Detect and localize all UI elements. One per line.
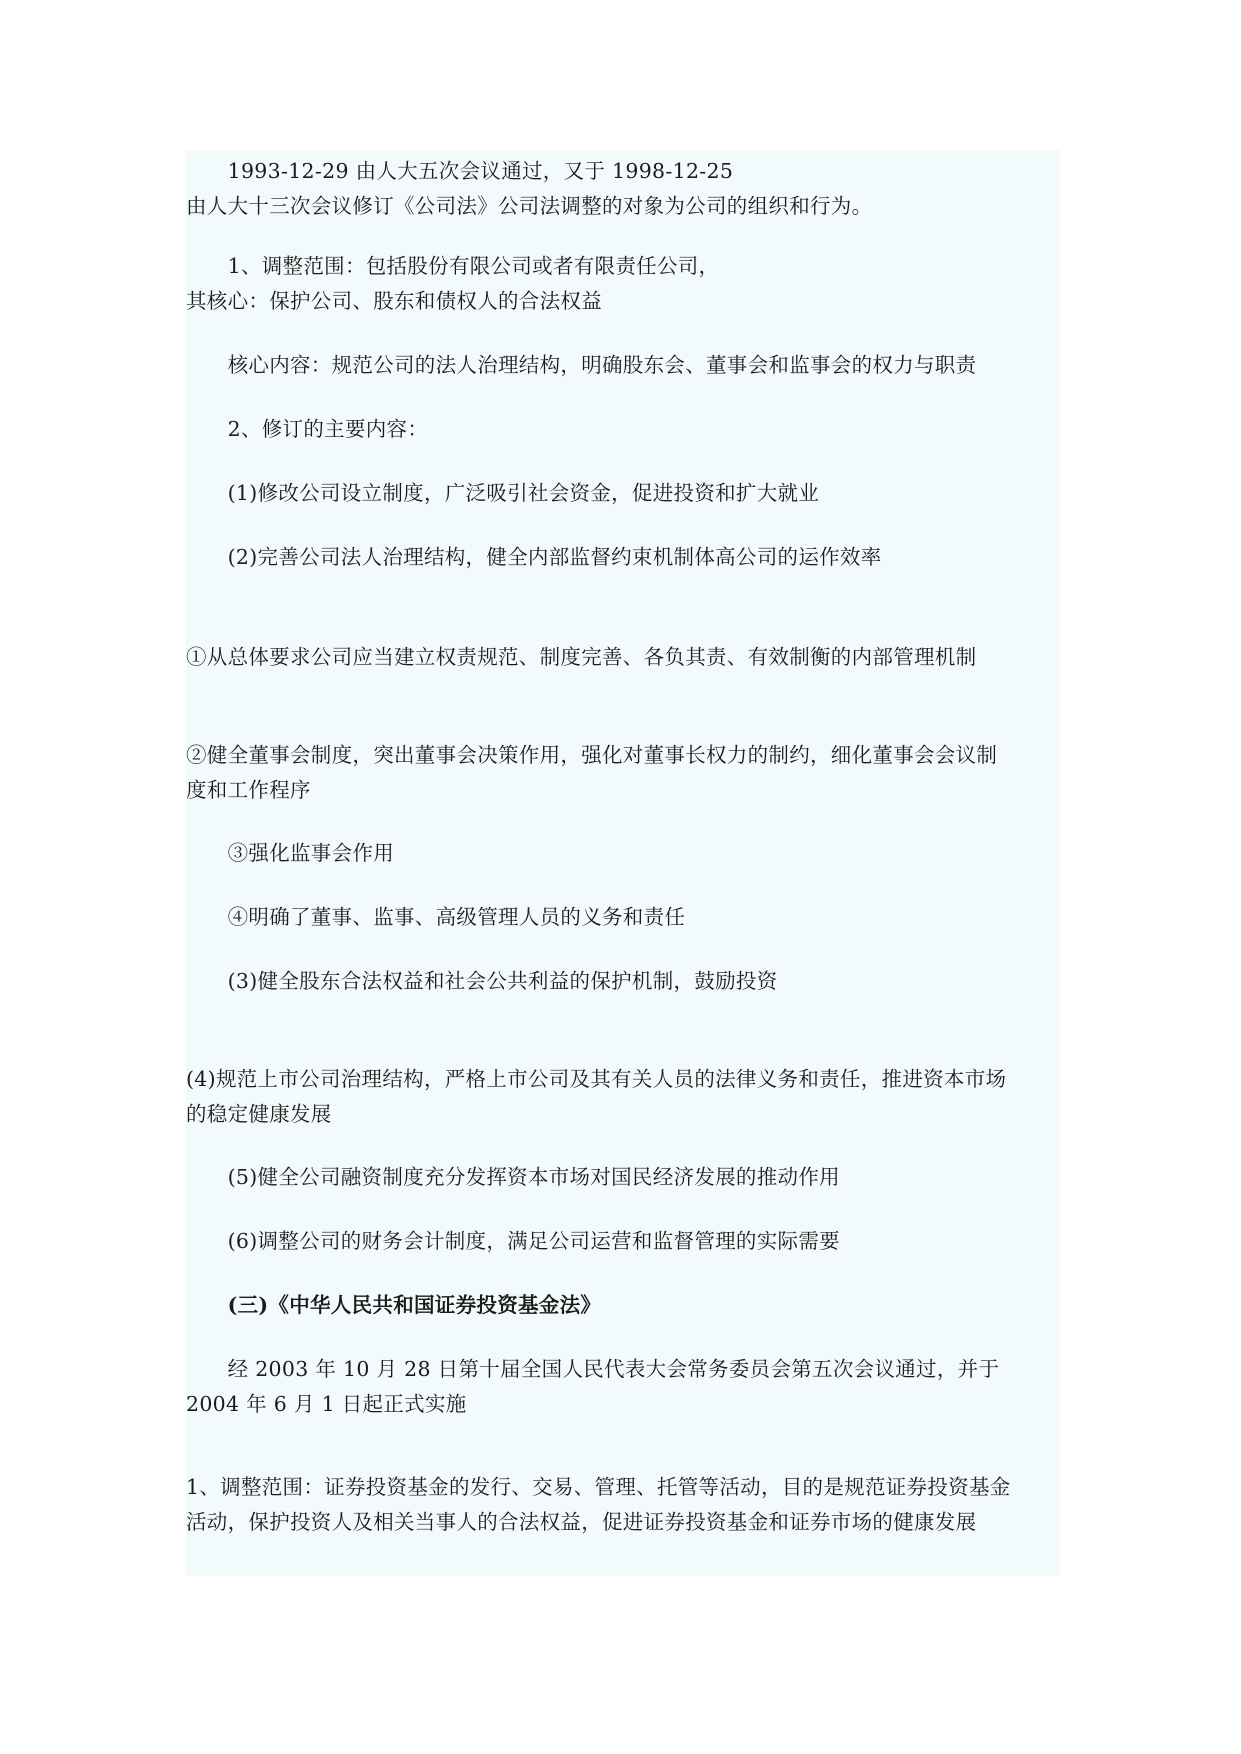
text-line: (三)《中华人民共和国证券投资基金法》 [186, 1293, 602, 1317]
paragraph-core-content [186, 348, 976, 383]
text-line: (6)调整公司的财务会计制度，满足公司运营和监督管理的实际需要 [186, 1229, 840, 1253]
text-line: (3)健全股东合法权益和社会公共利益的保护机制，鼓励投资 [186, 969, 778, 993]
paragraph-subitem-3 [186, 836, 394, 871]
text-line: (1)修改公司设立制度，广泛吸引社会资金，促进投资和扩大就业 [186, 481, 820, 505]
paragraph-item-5 [186, 1160, 840, 1195]
text-line: 经 2003 年 10 月 28 日第十届全国人民代表大会常务委员会第五次会议通过，并于 [186, 1357, 1000, 1381]
text-line: (4)规范上市公司治理结构，严格上市公司及其有关人员的法律义务和责任，推进资本市场 [186, 1067, 1007, 1091]
text-line: 2004 年 6 月 1 日起正式实施 [186, 1392, 467, 1416]
paragraph-subitem-1 [186, 640, 976, 675]
text-line: 的稳定健康发展 [186, 1102, 332, 1126]
paragraph-fund-law-scope [186, 1470, 1011, 1540]
paragraph-subitem-2 [186, 738, 997, 808]
paragraph-company-law-intro [186, 154, 872, 224]
text-line: (5)健全公司融资制度充分发挥资本市场对国民经济发展的推动作用 [186, 1165, 840, 1189]
text-line: 1、调整范围：包括股份有限公司或者有限责任公司， [186, 254, 720, 278]
paragraph-item-4 [186, 1062, 1006, 1132]
paragraph-revision-heading [186, 412, 428, 447]
text-line: ④明确了董事、监事、高级管理人员的义务和责任 [186, 905, 686, 929]
text-line: 由人大十三次会议修订《公司法》公司法调整的对象为公司的组织和行为。 [186, 194, 873, 218]
text-line: (2)完善公司法人治理结构，健全内部监督约束机制体高公司的运作效率 [186, 545, 882, 569]
text-line: ③强化监事会作用 [186, 841, 394, 865]
text-line: 度和工作程序 [186, 778, 311, 802]
section-heading-fund-law [186, 1288, 601, 1323]
paragraph-item-2 [186, 540, 882, 575]
text-line: 2、修订的主要内容： [186, 417, 429, 441]
paragraph-scope [186, 249, 719, 319]
text-line: 活动，保护投资人及相关当事人的合法权益，促进证券投资基金和证券市场的健康发展 [186, 1510, 977, 1534]
paragraph-item-1 [186, 476, 819, 511]
paragraph-item-6 [186, 1224, 840, 1259]
paragraph-fund-law-enactment [186, 1352, 999, 1422]
text-line: ②健全董事会制度，突出董事会决策作用，强化对董事长权力的制约，细化董事会会议制 [186, 743, 998, 767]
paragraph-subitem-4 [186, 900, 685, 935]
text-line: ①从总体要求公司应当建立权责规范、制度完善、各负其责、有效制衡的内部管理机制 [186, 645, 977, 669]
text-line: 核心内容：规范公司的法人治理结构，明确股东会、董事会和监事会的权力与职责 [186, 353, 977, 377]
paragraph-item-3 [186, 964, 778, 999]
text-line: 1、调整范围：证券投资基金的发行、交易、管理、托管等活动，目的是规范证券投资基金 [186, 1475, 1011, 1499]
text-line: 1993-12-29 由人大五次会议通过，又于 1998-12-25 [186, 159, 734, 183]
text-line: 其核心：保护公司、股东和债权人的合法权益 [186, 289, 602, 313]
